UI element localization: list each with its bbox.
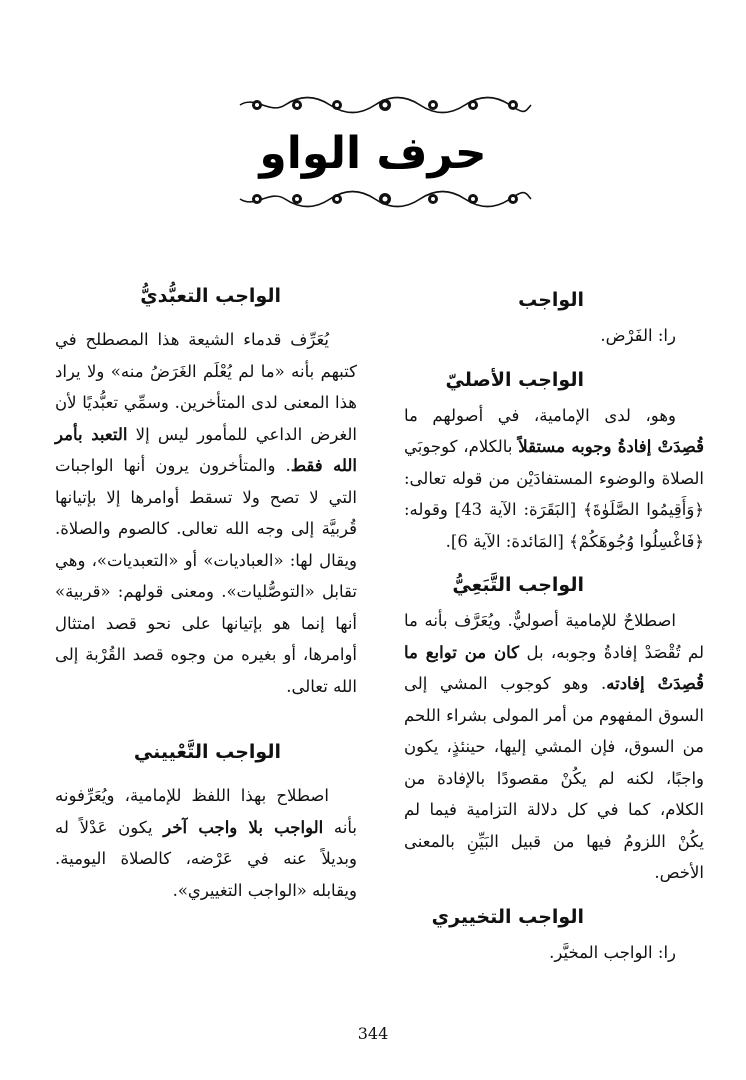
entry-text-wajib-takhyiri: را: الواجب المخيَّر. — [549, 942, 676, 962]
entry-heading-wajib-taabbudi: الواجب التعبُّديُّ — [140, 285, 281, 307]
entry-text-wajib: را: الفَرْض. — [600, 326, 676, 345]
right-column — [404, 280, 704, 968]
left-column — [55, 276, 357, 906]
entry-heading-wajib: الواجب — [518, 289, 584, 311]
entry-text-wajib-taabbudi: يُعَرِّف قدماء الشيعة هذا المصطلح في كتبهم بأنه «ما لم يُعْلَم الغَرَضُ منه» ولا يراد هذا المعنى لدى المتأخرين. وسمِّي تعبُّديًا لأن الغرض الداعي للمأمور ليس إلا التعبد بأمر الله فقط. والمتأخرون يرون أنها الواجبات التي لا تصح ولا تسقط أوامرها إلا بإتيانها قُربيَّة إلى وجه الله تعالى. كالصوم والصلاة. ويقال لها: «العباديات» أو «التعبديات»، وهي تقابل «التوصُّليات». ومعنى قولهم: «قربية» أنها إنما هو بإتيانها على نحو قصد امتثال أوامرها، أو بغيره من وجوه قصد القُرْبة إلى الله تعالى. — [55, 330, 357, 696]
page-number: 344 — [357, 1024, 389, 1043]
entry-heading-wajib-tayini: الواجب التَّعْييني — [133, 741, 281, 763]
top-ornament-border — [235, 92, 535, 118]
bottom-ornament-border — [235, 186, 535, 212]
entry-text-wajib-tabai: اصطلاحٌ للإمامية أصوليٌّ. ويُعَرَّف بأنه ما لم تُقْصَدْ إفادةُ وجوبه، بل كان من توابع ما قُصِدَتْ إفادته. وهو كوجوب المشي إلى السوق المفهوم من أمر المولى بشراء اللحم من السوق، فإن المشي إليها، حينئذٍ، يكون واجبًا، لكنه لم يكُنْ مقصودًا بالإفادة من الكلام، كما في كل دلالة التزامية فيما لم يكُنْ اللزومُ فيها من قبيل البَيِّنِ بالمعنى الأخص. — [404, 611, 704, 882]
entry-heading-wajib-asli: الواجب الأصليّ — [445, 368, 584, 391]
entry-text-wajib-tayini: اصطلاح بهذا اللفظ للإمامية، ويُعَرِّفونه بأنه الواجب بلا واجب آخر يكون عَدْلاً له وبديلاً عنه في عَرْضه، كالصلاة اليومية. ويقابله «الواجب التغييري». — [55, 786, 357, 900]
entry-heading-wajib-takhyiri: الواجب التخييري — [431, 905, 584, 928]
chapter-title: حرف الواو — [259, 128, 487, 179]
entry-heading-wajib-tabai: الواجب التَّبَعِيُّ — [452, 574, 584, 596]
entry-text-wajib-asli: وهو، لدى الإمامية، في أصولهم ما قُصِدَتْ إفادةُ وجوبه مستقلاً بالكلام، كوجوبَي الصلاة والوضوء المستفادَيْن من قوله تعالى: ﴿وَأَقِيمُوا الصَّلَوٰةَ﴾ [البَقَرَة: الآية 43] وقوله: ﴿فَاغْسِلُوا وُجُوهَكُمْ﴾ [المَائدة: الآية 6]. — [404, 405, 704, 551]
